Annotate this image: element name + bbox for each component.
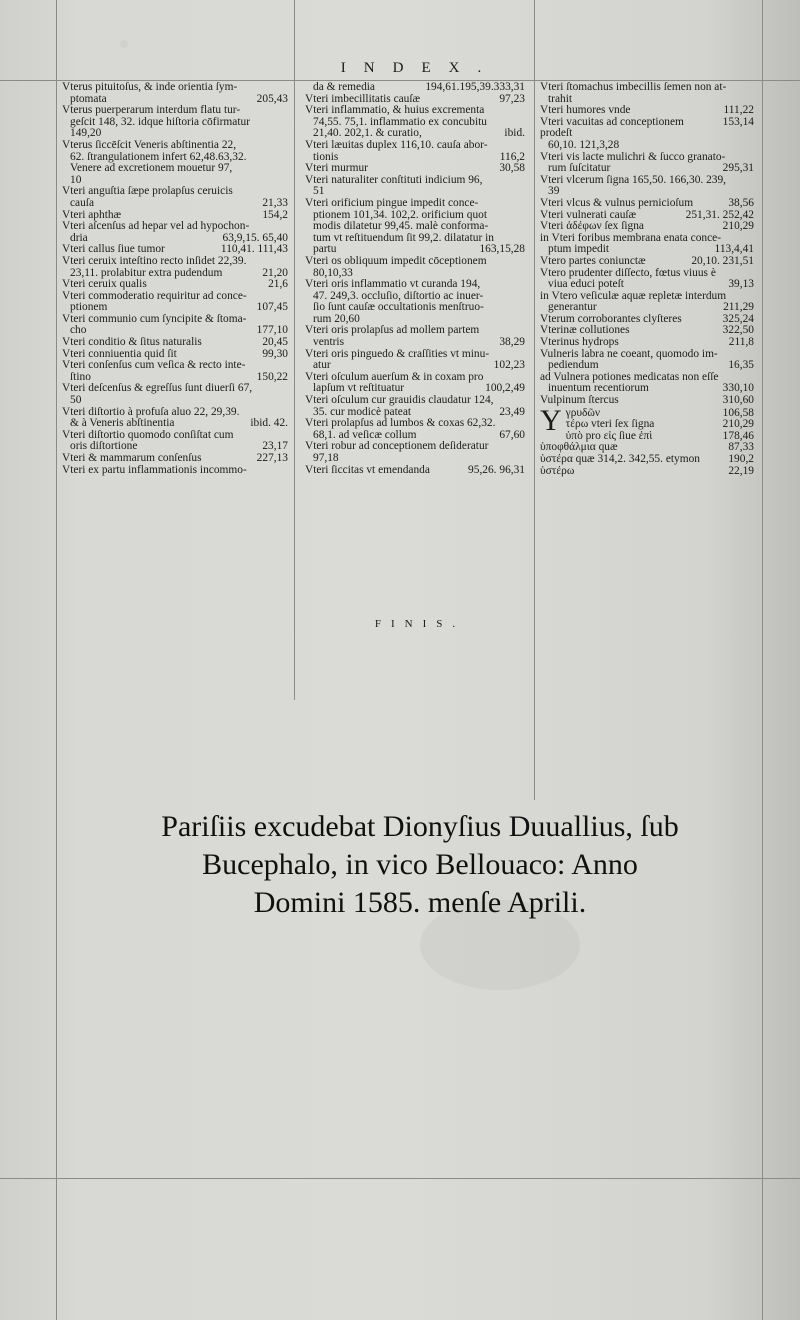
entry-text: 74,55. 75,1. inflammatio ex concubitu <box>313 115 487 128</box>
entry-text: Venere ad excretionem mouetur 97, <box>70 162 233 175</box>
entry-text: 62. ſtrangulationem infert 62,48.63,32. <box>70 150 247 163</box>
entry-text: Vteri vulnerati cauſæ <box>540 208 637 221</box>
index-entry <box>305 198 525 210</box>
entry-text: & à Veneris abſtinentia <box>70 417 175 430</box>
entry-reference: 153,14 <box>722 115 754 128</box>
index-entry <box>305 140 525 152</box>
entry-text: Vteri os obliquum impedit cōceptionem <box>305 254 487 267</box>
entry-text: 97,18 <box>313 452 339 464</box>
entry-text: Vteri conniuentia quid ſit <box>62 347 177 360</box>
entry-text: tum vt reſtituendum ſit 99,2. dilatatur in <box>313 231 494 244</box>
entry-reference <box>521 140 525 152</box>
entry-text: ptum impedit <box>548 243 610 256</box>
column-rule-1 <box>294 0 295 700</box>
entry-text: Vteri oris inflammatio vt curanda 194, <box>305 278 481 291</box>
entry-reference <box>284 163 288 175</box>
entry-reference <box>521 198 525 210</box>
entry-reference: 251,31. 252,42 <box>685 208 754 221</box>
entry-reference: 194,61.195,39.333,31 <box>425 81 525 93</box>
entry-text: Vterinæ collutiones <box>540 324 630 337</box>
entry-text: Vterum corroborantes clyſteres <box>540 312 682 325</box>
entry-text: ὑπὸ pro εἰς ſiue ἐπὶ <box>565 429 653 442</box>
entry-reference <box>284 152 288 164</box>
index-entry <box>540 466 754 478</box>
entry-text: 21,40. 202,1. & curatio, <box>313 127 422 140</box>
index-entry <box>305 337 525 349</box>
index-entry <box>62 279 288 291</box>
index-entry <box>305 395 525 407</box>
entry-text: Vtero prudenter diſſecto, fœtus viuus è <box>540 266 716 279</box>
index-entry <box>540 337 754 349</box>
entry-reference <box>750 82 754 94</box>
entry-text: in Vteri foribus membrana enata conce- <box>540 231 722 244</box>
entry-text: trahit <box>548 92 573 105</box>
index-entry <box>62 453 288 465</box>
entry-text: Vteri ſiccitas vt emendanda <box>305 463 430 476</box>
entry-reference: 38,29 <box>499 336 525 349</box>
entry-text: Vteri inflammatio, & huius excrementa <box>305 104 485 117</box>
entry-text: Vteri naturaliter conſtituti indicium 96, <box>305 173 483 186</box>
entry-text: 50 <box>70 394 82 407</box>
entry-text: ventris <box>313 336 345 349</box>
index-entry <box>305 465 525 477</box>
entry-text: Vteri vis lacte mulichri & ſucco granato- <box>540 150 726 163</box>
entry-reference: 23,49 <box>499 405 525 418</box>
entry-reference: 211,29 <box>723 301 754 314</box>
entry-text: 47. 249,3. occluſio, diſtortio ac inuer- <box>313 289 484 302</box>
entry-reference: 39,13 <box>728 278 754 291</box>
entry-reference <box>284 128 288 140</box>
index-entry <box>540 256 754 268</box>
entry-text: partu <box>313 243 337 256</box>
index-entry <box>540 82 754 94</box>
entry-text: Vteri ſtomachus imbecillis ſemen non at- <box>540 81 727 93</box>
entry-text: ptionem 101,34. 102,2. orificium quot <box>313 208 488 221</box>
entry-reference <box>521 314 525 326</box>
entry-reference <box>521 175 525 187</box>
entry-text: geſcit 148, 32. idque hiſtoria cōfirmatur <box>70 115 250 128</box>
index-entry <box>62 186 288 198</box>
entry-reference <box>521 210 525 222</box>
index-entry <box>62 163 288 175</box>
entry-reference: 163,15,28 <box>479 243 525 256</box>
index-entry <box>62 360 288 372</box>
upsilon-initial: Υ <box>540 403 562 437</box>
entry-reference: 154,2 <box>262 208 288 221</box>
entry-text: inuentum recentiorum <box>548 382 649 395</box>
entry-reference: 16,35 <box>728 359 754 372</box>
index-entry <box>305 175 525 187</box>
entry-reference: 210,29 <box>722 220 754 233</box>
entry-reference: 23,17 <box>262 440 288 453</box>
entry-text: Vteri oſculum auerſum & in coxam pro <box>305 370 484 383</box>
entry-text: Vteri commoderatio requiritur ad conce- <box>62 289 247 302</box>
entry-text: Vteri oris pinguedo & craſſities vt minu- <box>305 347 490 360</box>
entry-text: 35. cur modicè pateat <box>313 405 412 418</box>
entry-text: 149,20 <box>70 127 102 140</box>
index-entry <box>540 395 754 407</box>
entry-text: Vteri deſcenſus & egreſſus ſunt diuerſi 67, <box>62 382 253 395</box>
entry-text: Vteri vlcerum ſigna 165,50. 166,30. 239, <box>540 173 727 186</box>
index-entry <box>62 314 288 326</box>
entry-text: modis dilatetur 99,45. malè conforma- <box>313 220 489 233</box>
entry-text: Vteri oſculum cur grauidis claudatur 124, <box>305 394 494 407</box>
index-entry <box>305 163 525 175</box>
index-entry <box>62 337 288 349</box>
entry-text: in Vtero veſiculæ aquæ repletæ interdum <box>540 289 727 302</box>
left-margin-rule <box>56 0 57 1320</box>
index-entry <box>305 256 525 268</box>
entry-reference: 150,22 <box>256 370 288 383</box>
index-entry <box>540 279 754 291</box>
entry-text: cho <box>70 324 87 337</box>
entry-text: Vterus ſiccēſcit Veneris abſtinentia 22, <box>62 138 237 151</box>
index-entry <box>305 349 525 361</box>
entry-text: ὑποφθάλμια quæ <box>540 441 618 454</box>
entry-reference <box>284 256 288 268</box>
entry-reference: 227,13 <box>256 452 288 464</box>
entry-reference: 63,9,15. 65,40 <box>222 231 288 244</box>
entry-text: lapſum vt reſtituatur <box>313 382 405 395</box>
entry-reference: 211,8 <box>728 336 754 349</box>
entry-text: Vulpinum ſtercus <box>540 394 619 407</box>
entry-reference: 20,45 <box>262 336 288 349</box>
entry-text: Vterinus hydrops <box>540 336 619 349</box>
entry-text: Vteri vacuitas ad conceptionem prodeſt <box>540 115 684 140</box>
index-header: INDEX. <box>340 60 500 76</box>
entry-reference <box>521 441 525 453</box>
entry-reference: 106,58 <box>722 406 754 419</box>
entry-reference: 95,26. 96,31 <box>468 463 525 476</box>
index-entry <box>540 117 754 140</box>
index-column-1 <box>62 82 288 476</box>
entry-text: rum 20,60 <box>313 312 360 325</box>
entry-reference: 310,60 <box>722 394 754 407</box>
index-entry <box>540 221 754 233</box>
entry-text: Vteri & mammarum conſenſus <box>62 452 202 464</box>
index-entry <box>540 140 754 152</box>
index-entry <box>540 198 754 210</box>
entry-text: ptionem <box>70 301 108 314</box>
entry-reference: 116,2 <box>499 150 525 163</box>
entry-text: oris diſtortione <box>70 440 138 453</box>
index-entry <box>305 279 525 291</box>
entry-text: Vteri anguſtia ſæpe prolapſus ceruicis <box>62 185 233 198</box>
entry-reference: ibid. <box>504 127 525 140</box>
entry-text: Vtero partes coniunctæ <box>540 254 646 267</box>
entry-text: γρυδῶν <box>565 406 601 419</box>
colophon-line-2: Bucephalo, in vico Bellouaco: Anno <box>202 848 638 881</box>
entry-reference <box>521 395 525 407</box>
entry-text: Vteri conſenſus cum veſica & recto inte- <box>62 359 246 372</box>
index-entry <box>62 82 288 94</box>
entry-text: Vteri oris prolapſus ad mollem partem <box>305 324 480 337</box>
entry-text: Vterus pituitoſus, & inde orientia ſym- <box>62 81 238 93</box>
entry-reference: 322,50 <box>722 324 754 337</box>
entry-text: Vteri ἀδέφων ſex ſigna <box>540 220 644 233</box>
entry-text: Vteri murmur <box>305 162 368 175</box>
entry-reference: 190,2 <box>728 453 754 465</box>
entry-reference <box>284 383 288 395</box>
entry-reference: 295,31 <box>722 162 754 175</box>
entry-text: atur <box>313 359 331 372</box>
entry-reference: 67,60 <box>499 428 525 441</box>
index-entry <box>540 163 754 175</box>
entry-text: 68,1. ad veſicæ collum <box>313 428 417 441</box>
entry-reference <box>521 186 525 198</box>
entry-text: Vteri ceruix qualis <box>62 278 147 291</box>
entry-reference: 20,10. 231,51 <box>691 254 754 267</box>
index-entry <box>62 256 288 268</box>
entry-reference <box>284 395 288 407</box>
index-column-2 <box>305 82 525 476</box>
entry-reference <box>284 105 288 117</box>
entry-text: ptomata <box>70 92 107 105</box>
entry-reference <box>284 117 288 129</box>
colophon <box>80 808 760 922</box>
entry-reference: ibid. 42. <box>250 417 288 430</box>
entry-reference: 113,4,41 <box>714 243 754 256</box>
entry-reference <box>521 105 525 117</box>
entry-reference <box>284 175 288 187</box>
entry-text: viua educi poteſt <box>548 278 624 291</box>
entry-reference <box>284 221 288 233</box>
entry-reference <box>521 279 525 291</box>
index-entry <box>62 221 288 233</box>
column-rule-2 <box>534 0 535 800</box>
index-entry <box>62 465 288 477</box>
entry-reference: 30,58 <box>499 162 525 175</box>
entry-reference <box>521 302 525 314</box>
colophon-line-1: Pariſiis excudebat Dionyſius Duuallius, ſub <box>161 810 679 843</box>
entry-text: Vteri communio cum ſyncipite & ſtoma- <box>62 312 247 325</box>
index-entry <box>540 454 754 466</box>
entry-text: cauſa <box>70 196 95 209</box>
entry-reference: 87,33 <box>728 441 754 454</box>
entry-text: da & remedia <box>313 81 375 93</box>
entry-reference: 210,29 <box>722 418 754 431</box>
entry-reference: 100,2,49 <box>485 382 525 395</box>
index-entry <box>62 395 288 407</box>
index-entry <box>62 383 288 395</box>
entry-text: dria <box>70 231 88 244</box>
index-entry <box>305 221 525 233</box>
entry-text: ſtino <box>70 370 91 383</box>
entry-reference: 102,23 <box>493 359 525 372</box>
entry-reference <box>521 221 525 233</box>
right-margin-rule <box>762 0 763 1320</box>
entry-text: ad Vulnera potiones medicatas non eſſe <box>540 370 719 383</box>
entry-text: 51 <box>313 185 325 198</box>
entry-text: Vteri prolapſus ad lumbos & coxas 62,32. <box>305 417 496 430</box>
entry-text: 39 <box>548 185 560 198</box>
entry-reference: 177,10 <box>256 324 288 337</box>
entry-reference: 107,45 <box>256 301 288 314</box>
entry-reference: 110,41. 111,43 <box>220 243 288 256</box>
entry-reference: 205,43 <box>256 92 288 105</box>
entry-text: Vteri humores vnde <box>540 104 631 117</box>
entry-reference: 21,20 <box>262 266 288 279</box>
entry-text: 80,10,33 <box>313 266 353 279</box>
index-entry <box>540 175 754 187</box>
entry-reference <box>521 453 525 465</box>
entry-reference <box>284 140 288 152</box>
upsilon-section <box>540 403 754 478</box>
entry-reference: 97,23 <box>499 92 525 105</box>
entry-text: Vteri imbecillitatis cauſæ <box>305 92 421 105</box>
entry-reference: 178,46 <box>722 429 754 442</box>
entry-reference <box>750 175 754 187</box>
entry-text: tionis <box>313 150 339 163</box>
entry-reference: 22,19 <box>728 464 754 477</box>
finis-mark: FINIS. <box>374 618 466 630</box>
index-entry <box>62 198 288 210</box>
ink-spot <box>120 40 128 48</box>
entry-reference: 330,10 <box>722 382 754 395</box>
entry-text: Vteri aſcenſus ad hepar vel ad hypochon- <box>62 220 250 233</box>
entry-text: Vteri læuitas duplex 116,10. cauſa abor- <box>305 138 488 151</box>
index-entry <box>305 82 525 94</box>
entry-text: Vteri orificium pingue impedit conce- <box>305 196 479 209</box>
entry-text: 23,11. prolabitur extra pudendum <box>70 266 223 279</box>
entry-text: Vteri robur ad conceptionem deſideratur <box>305 440 489 453</box>
index-column-3 <box>540 82 754 477</box>
entry-text: Vulneris labra ne coeant, quomodo im- <box>540 347 718 360</box>
entry-text: Vterus puerperarum interdum flatu tur- <box>62 104 241 117</box>
entry-text: Vteri aphthæ <box>62 208 122 221</box>
entry-reference: 111,22 <box>723 104 754 117</box>
entry-text: ὑστέρω <box>540 464 575 477</box>
entry-reference <box>521 268 525 280</box>
entry-reference <box>521 256 525 268</box>
entry-text: Vteri ex partu inflammationis incommo- <box>62 463 247 476</box>
entry-text: 60,10. 121,3,28 <box>548 138 620 151</box>
entry-text: Vteri conditio & ſitus naturalis <box>62 336 202 349</box>
entry-text: Vteri diſtortio à profuſa aluo 22, 29,39. <box>62 405 240 418</box>
entry-reference: 21,6 <box>268 278 288 291</box>
entry-text: rum ſuſcitatur <box>548 162 611 175</box>
entry-reference <box>284 82 288 94</box>
entry-reference: 325,24 <box>722 312 754 325</box>
entry-reference <box>750 140 754 152</box>
entry-reference <box>284 465 288 477</box>
entry-text: Vteri ceruix inteſtino recto inſidet 22,39. <box>62 254 247 267</box>
entry-reference: 21,33 <box>262 196 288 209</box>
entry-text: 10 <box>70 173 82 186</box>
entry-text: Vteri callus ſiue tumor <box>62 243 165 256</box>
entry-text: pediendum <box>548 359 599 372</box>
entry-reference: 38,56 <box>728 196 754 209</box>
index-entry <box>62 140 288 152</box>
entry-text: ſio ſunt cauſæ occultationis menſtruo- <box>313 301 484 314</box>
entry-text: Vteri diſtortio quomodo conſiſtat cum <box>62 428 234 441</box>
entry-text: generantur <box>548 301 597 314</box>
index-entry <box>305 453 525 465</box>
entry-reference <box>521 291 525 303</box>
entry-text: Vteri vlcus & vulnus pernicioſum <box>540 196 694 209</box>
colophon-line-3: Domini 1585. menſe Aprili. <box>253 886 587 919</box>
entry-text: ὑστέρα quæ 314,2. 342,55. etymon <box>540 453 700 465</box>
entry-text: τέρω vteri ſex ſigna <box>565 418 655 431</box>
entry-reference: 99,30 <box>262 347 288 360</box>
bottom-rule <box>0 1178 800 1179</box>
